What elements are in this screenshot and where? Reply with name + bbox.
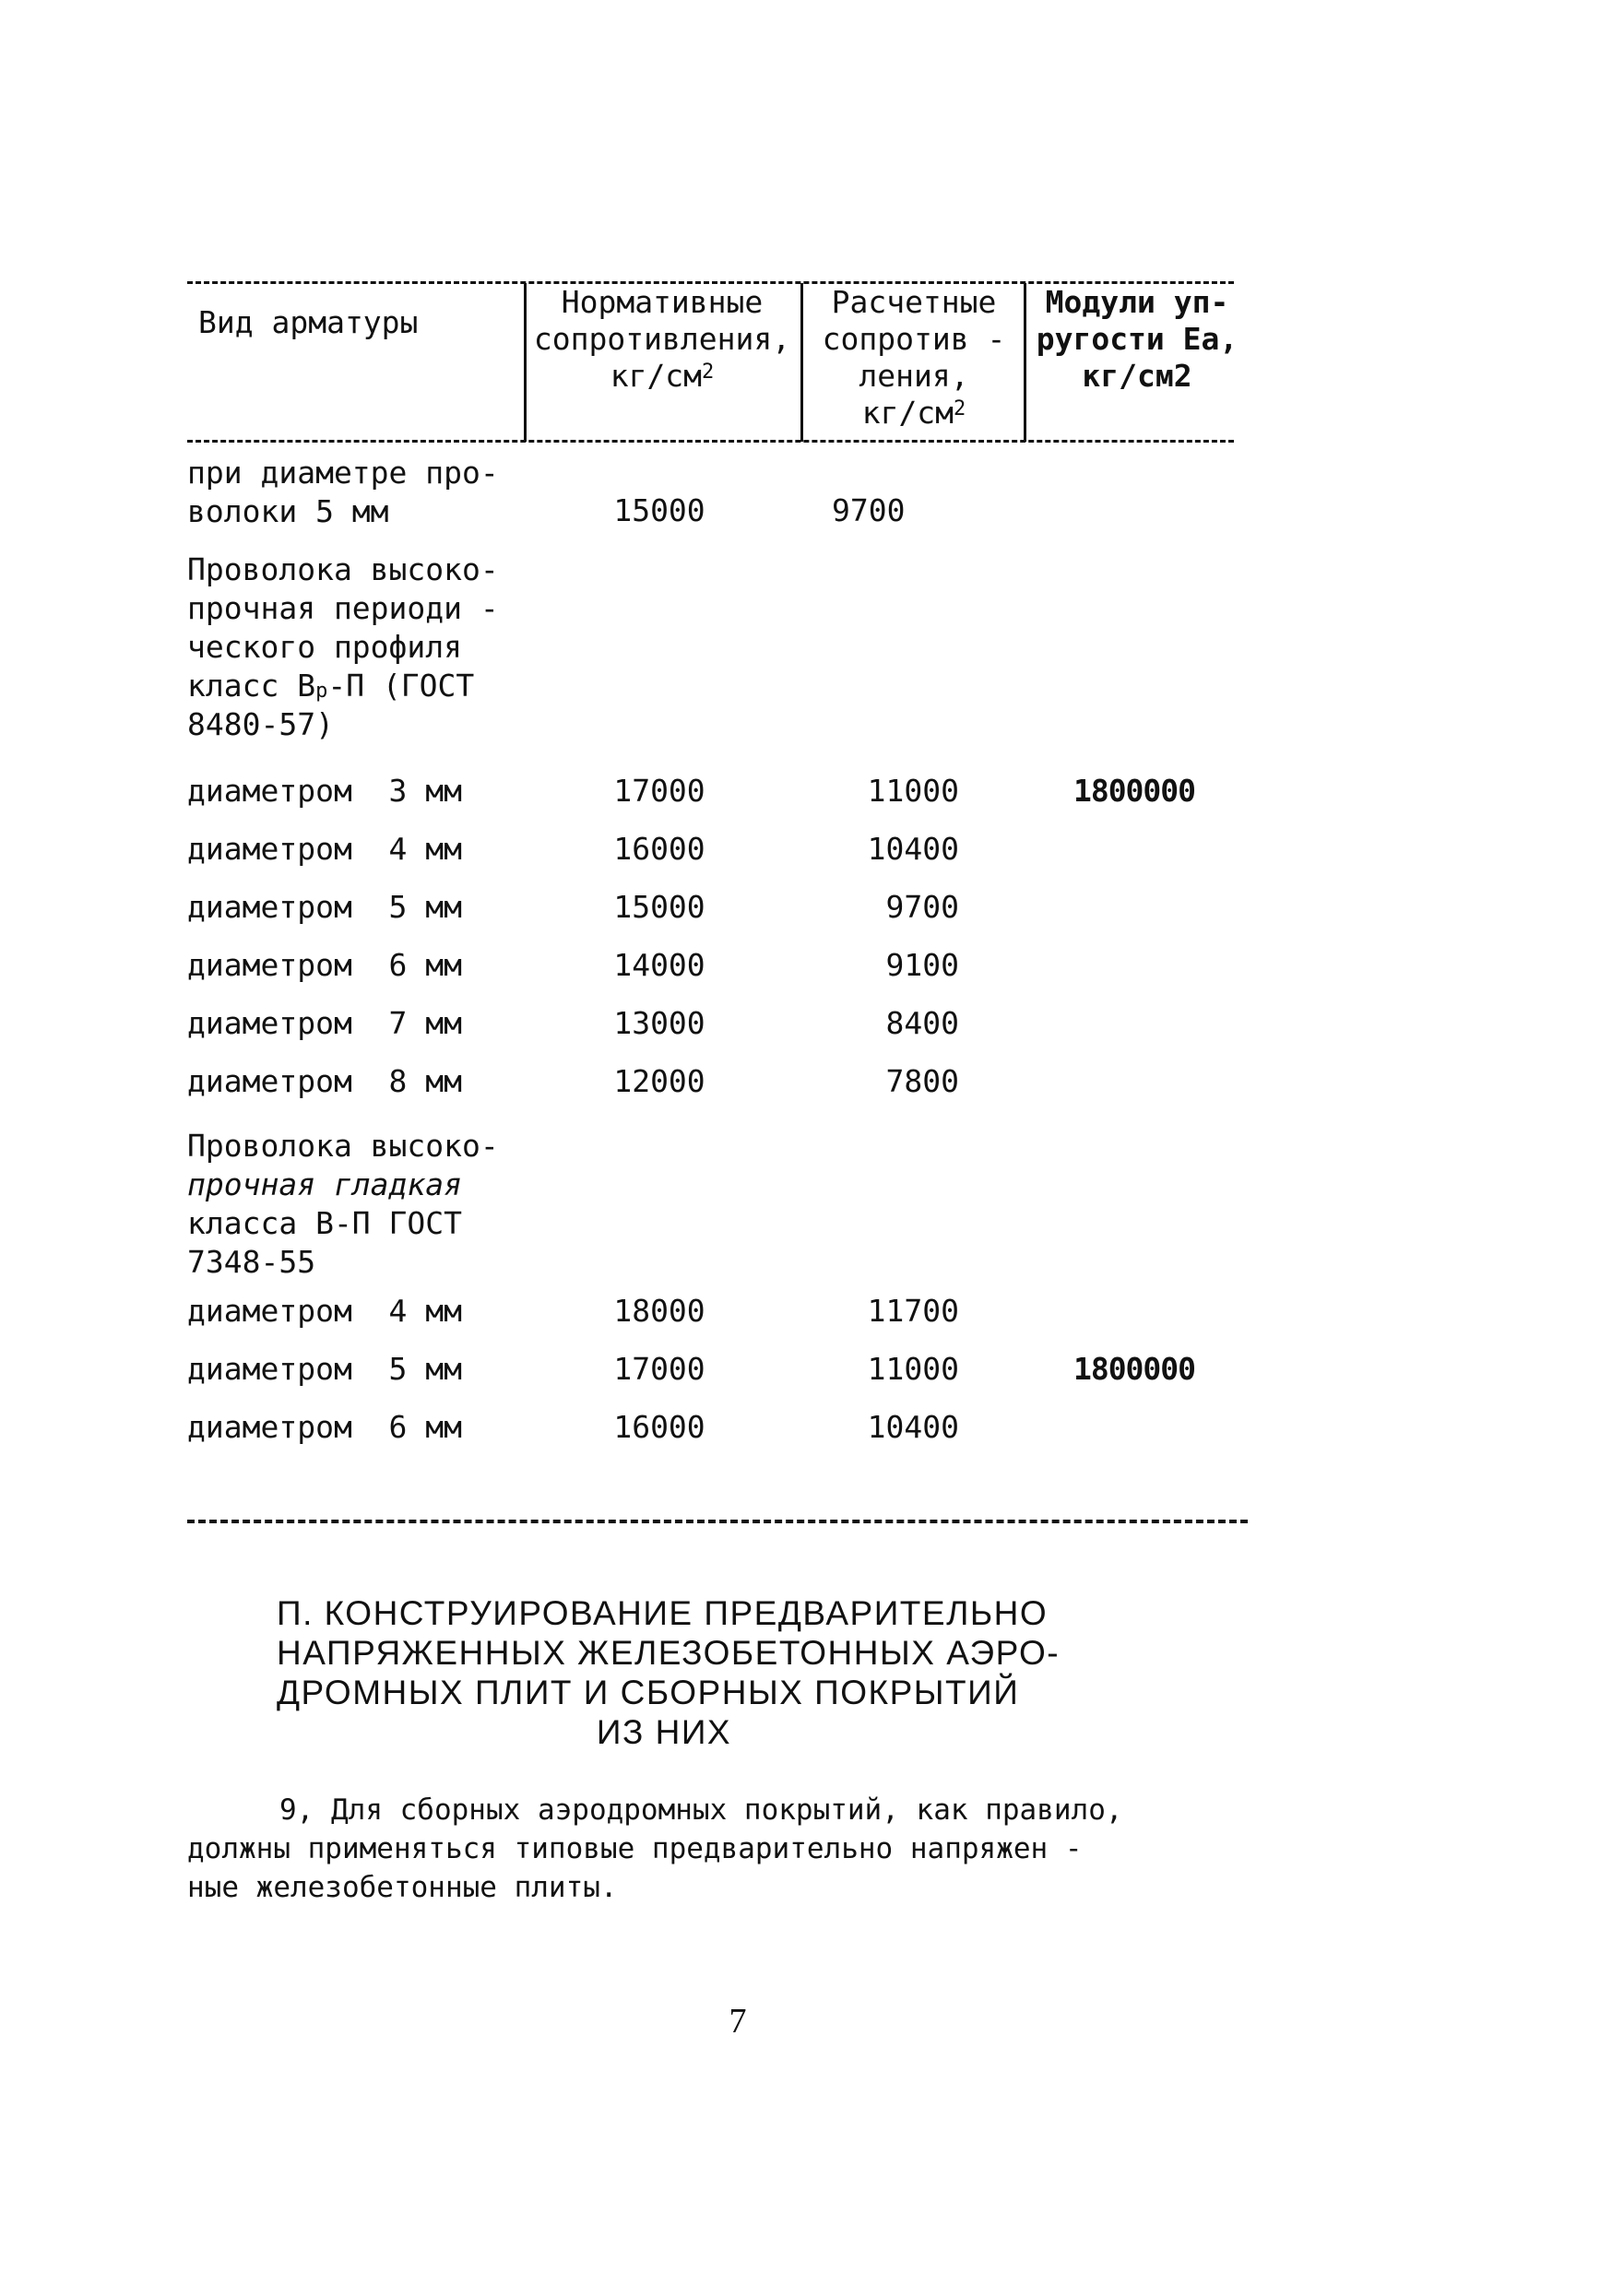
heading-line: ДРОМНЫХ ПЛИТ И СБОРНЫХ ПОКРЫТИЙ (277, 1674, 1020, 1711)
diameter-label: диаметром 7 мм (187, 1005, 463, 1041)
table-row (0, 831, 1600, 871)
design-value: 7800 (885, 1063, 959, 1099)
header-line: Расчетные (831, 284, 997, 320)
paragraph-line: ные железобетонные плиты. (187, 1871, 618, 1904)
intro-row-label: при диаметре про- волоки 5 мм (187, 455, 499, 529)
paragraph-line: должны применяться типовые предварительно напряжен - (187, 1832, 1083, 1865)
diameter-label: диаметром 6 мм (187, 947, 463, 983)
diameter-label: диаметром 3 мм (187, 773, 463, 809)
normative-value: 14000 (613, 947, 705, 983)
design-value: 11000 (867, 1351, 959, 1387)
paragraph-9 (187, 1791, 1248, 1907)
diameter-label: диаметром 5 мм (187, 889, 463, 925)
table-row (0, 1409, 1600, 1450)
normative-value: 16000 (613, 1409, 705, 1445)
table-row (0, 889, 1600, 929)
table-row (0, 1293, 1600, 1333)
table-row (0, 1063, 1600, 1104)
design-value: 8400 (885, 1005, 959, 1041)
diameter-label: диаметром 4 мм (187, 831, 463, 867)
design-value: 11000 (867, 773, 959, 809)
header-line: $кг/см^2$ (610, 358, 715, 394)
header-line: Нормативные (561, 284, 764, 320)
table-header-bottom-rule (187, 440, 1234, 443)
header-line: ления, (859, 358, 969, 394)
normative-value: 15000 (613, 492, 705, 528)
design-value: 9700 (832, 492, 906, 528)
paragraph-line: 9, Для сборных аэродромных покрытий, как правило, (279, 1793, 1123, 1827)
normative-value: 16000 (613, 831, 705, 867)
design-value: 11700 (867, 1293, 959, 1329)
group-title-smooth-wire: Проволока высоко- прочная гладкая класса В-П ГОСТ 7348-55 (187, 1128, 499, 1280)
diameter-label: диаметром 5 мм (187, 1351, 463, 1387)
header-elastic-modulus (1022, 284, 1252, 395)
diameter-label: диаметром 8 мм (187, 1063, 463, 1099)
design-value: 10400 (867, 831, 959, 867)
header-line: ругости Еа, (1036, 321, 1239, 357)
design-value: 9700 (885, 889, 959, 925)
header-normative-resistance (521, 284, 803, 395)
table-row (0, 1351, 1600, 1391)
header-line: Модули уп- (1045, 284, 1229, 320)
table-row (0, 492, 1600, 533)
group-title-periodic-wire: Проволока высоко- прочная периоди - ческого профиля класс $В_р-П$ (ГОСТ 8480-57) (187, 551, 499, 742)
heading-line: П. КОНСТРУИРОВАНИЕ ПРЕДВАРИТЕЛЬНО (277, 1594, 1049, 1632)
section-heading (277, 1593, 1180, 1752)
header-design-resistance (802, 284, 1025, 432)
table-row (0, 1005, 1600, 1046)
page-number: 7 (729, 2002, 747, 2041)
elastic-modulus-value: 1800000 (1073, 773, 1196, 809)
heading-line: ИЗ НИХ (596, 1713, 732, 1751)
normative-value: 17000 (613, 773, 705, 809)
diameter-label: диаметром 6 мм (187, 1409, 463, 1445)
design-value: 9100 (885, 947, 959, 983)
normative-value: 13000 (613, 1005, 705, 1041)
table-end-rule (187, 1520, 1248, 1523)
table-row (0, 947, 1600, 988)
elastic-modulus-value: 1800000 (1073, 1351, 1196, 1387)
header-line: сопротив - (822, 321, 1006, 357)
diameter-label: диаметром 4 мм (187, 1293, 463, 1329)
normative-value: 17000 (613, 1351, 705, 1387)
design-value: 10400 (867, 1409, 959, 1445)
normative-value: 12000 (613, 1063, 705, 1099)
heading-line: НАПРЯЖЕННЫХ ЖЕЛЕЗОБЕТОННЫХ АЭРО- (277, 1634, 1061, 1672)
normative-value: 15000 (613, 889, 705, 925)
table-row (0, 773, 1600, 813)
header-line: $кг/см^2$ (861, 395, 966, 431)
normative-value: 18000 (613, 1293, 705, 1329)
header-line: сопротивления, (533, 321, 791, 357)
header-reinforcement-type: Вид арматуры (198, 304, 419, 340)
header-line: кг/см2 (1082, 358, 1192, 394)
